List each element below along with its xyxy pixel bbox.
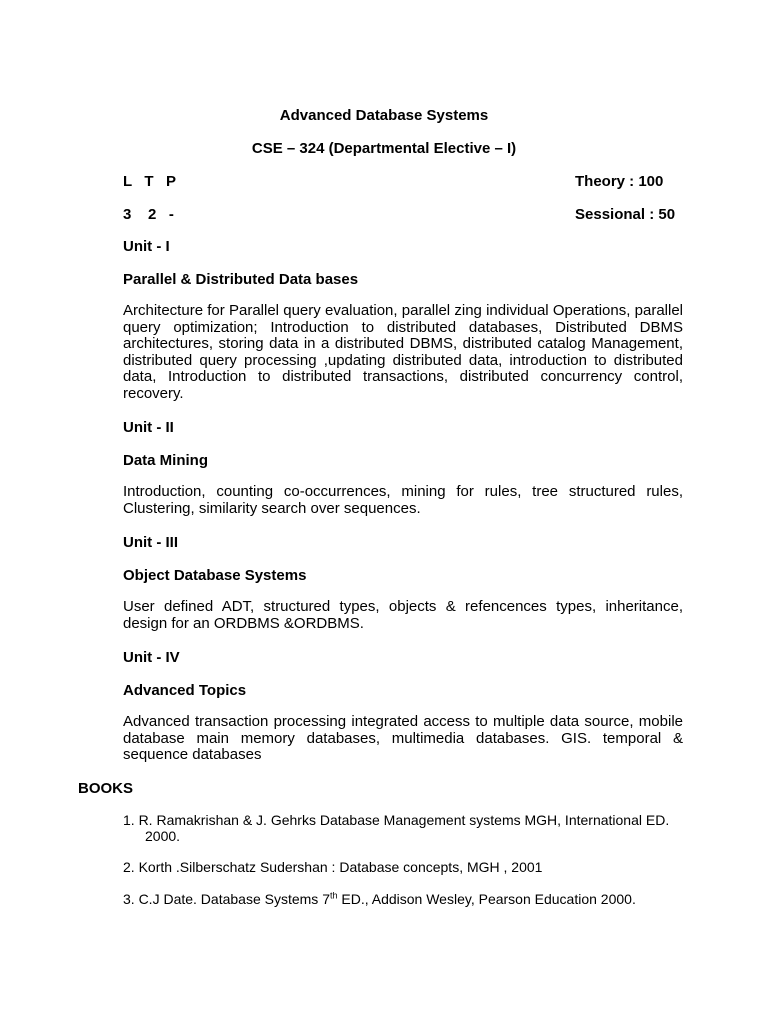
book-item: 2. Korth .Silberschatz Sudershan : Database concepts, MGH , 2001: [123, 859, 543, 875]
unit-description: User defined ADT, structured types, objects & refencences types, inheritance, design for an ORDBMS &ORDBMS.: [123, 598, 683, 632]
books-heading: BOOKS: [78, 780, 134, 797]
unit-label: Unit - IV: [123, 649, 180, 666]
book-item-continuation: 2000.: [145, 828, 181, 844]
unit-heading: Object Database Systems: [123, 567, 307, 584]
course-code: CSE – 324 (Departmental Elective – I): [251, 140, 517, 157]
unit-heading: Advanced Topics: [123, 682, 247, 699]
ltp-values: 3 2 -: [123, 206, 174, 223]
unit-description: Advanced transaction processing integrated access to multiple data source, mobile database main memory databases, multimedia databases. GIS. temporal & sequence databases: [123, 713, 683, 763]
book-text: ED., Addison Wesley, Pearson Education 2000.: [337, 891, 636, 907]
unit-label: Unit - III: [123, 534, 178, 551]
sessional-marks: Sessional : 50: [575, 206, 676, 223]
course-title: Advanced Database Systems: [279, 107, 489, 124]
unit-heading: Data Mining: [123, 452, 208, 469]
unit-label: Unit - I: [123, 238, 170, 255]
unit-heading: Parallel & Distributed Data bases: [123, 271, 359, 288]
book-superscript: th: [329, 890, 338, 901]
unit-label: Unit - II: [123, 419, 174, 436]
book-item: [123, 891, 636, 907]
ltp-header: L T P: [123, 173, 177, 190]
book-item: 1. R. Ramakrishan & J. Gehrks Database Management systems MGH, International ED.: [123, 812, 670, 828]
unit-description: Architecture for Parallel query evaluation, parallel zing individual Operations, parallel query optimization; Introduction to distributed databases, Distributed DBMS architectures, storing data in a distributed DBMS, distributed catalog Management, distributed query processing ,updating distributed data, introduction to distributed data, Introduction to distributed transactions, distributed concurrency control, recovery.: [123, 302, 683, 402]
unit-description: Introduction, counting co-occurrences, mining for rules, tree structured rules, Clustering, similarity search over sequences.: [123, 483, 683, 517]
theory-marks: Theory : 100: [575, 173, 664, 190]
book-text: 3. C.J Date. Database Systems 7: [123, 891, 330, 907]
